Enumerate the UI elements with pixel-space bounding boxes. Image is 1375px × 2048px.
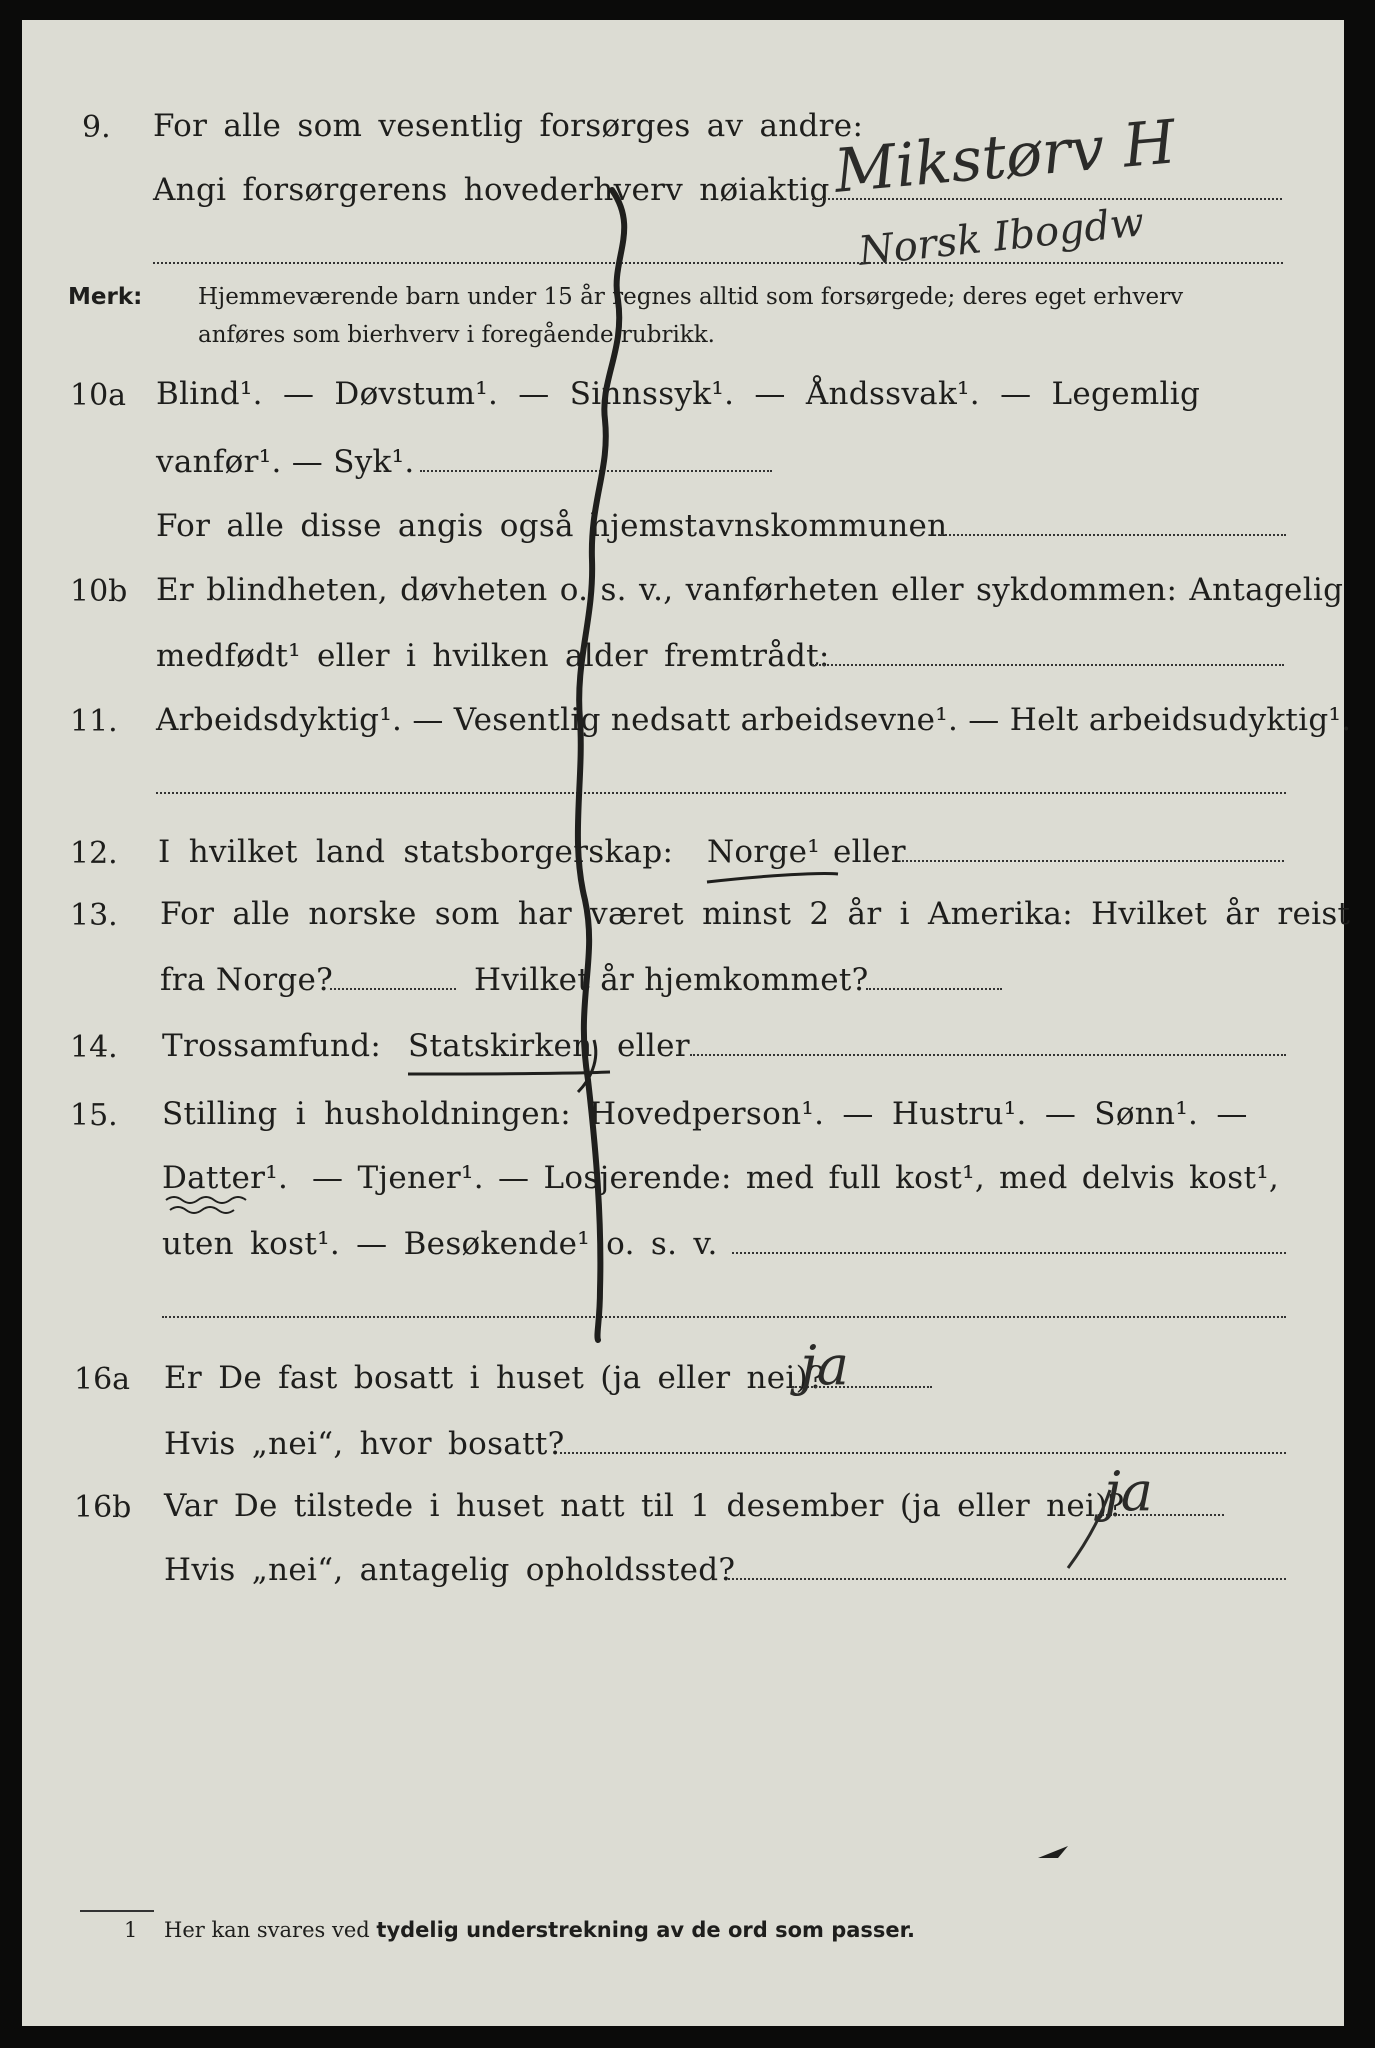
q10a-number: 10a <box>70 378 127 413</box>
q15-number: 15. <box>70 1098 118 1133</box>
q10b-number: 10b <box>70 574 128 609</box>
q16b-handwritten-answer: ja <box>1104 1460 1153 1523</box>
q14-label: Trossamfund: <box>162 1028 382 1064</box>
q16b-line1: Var De tilstede i huset natt til 1 desember (ja eller nei)? <box>164 1488 1125 1524</box>
q16b-number: 16b <box>74 1490 132 1525</box>
q16b-line2: Hvis „nei“, antagelig opholdssted? <box>164 1552 736 1588</box>
q16a-handwritten-answer: ja <box>800 1334 849 1397</box>
footnote-text-plain: Her kan svares ved <box>164 1918 370 1942</box>
q10b-line2: medfødt¹ eller i hvilken alder fremtrådt: <box>156 638 830 674</box>
merk-label: Merk: <box>68 284 143 310</box>
q16a-line1: Er De fast bosatt i huset (ja eller nei)? <box>164 1360 825 1396</box>
q11-line1: Arbeidsdyktig¹. — Vesentlig nedsatt arbeidsevne¹. — Helt arbeidsudyktig¹. <box>156 702 1352 738</box>
q15-line1: Stilling i husholdningen: Hovedperson¹. — Hustru¹. — Sønn¹. — <box>162 1096 1248 1132</box>
fold-stroke <box>578 190 624 1340</box>
q16a-number: 16a <box>74 1362 131 1397</box>
q9-number: 9. <box>82 110 111 145</box>
merk-line2: anføres som bierhverv i foregående rubrikk. <box>198 322 715 348</box>
statskirken-underline <box>408 1072 610 1074</box>
ink-mark <box>1038 1846 1068 1858</box>
q16b-answer-tail <box>1068 1490 1110 1568</box>
norge-underline <box>707 873 838 882</box>
datter-squiggle-1 <box>166 1197 246 1203</box>
q9-handwritten-occupation: Mikstørv H <box>831 107 1179 207</box>
merk-line1: Hjemmeværende barn under 15 år regnes alltid som forsørgede; deres eget erhverv <box>198 284 1184 310</box>
q9-line2: Angi forsørgerens hovederhverv nøiaktig <box>153 172 830 208</box>
q14-eller: eller <box>617 1028 690 1064</box>
q15-line3: uten kost¹. — Besøkende¹ o. s. v. <box>162 1226 718 1262</box>
footnote-mark: 1 <box>124 1918 138 1942</box>
q15-line2: — Tjener¹. — Losjerende: med full kost¹, med delvis kost¹, <box>312 1160 1280 1196</box>
q12-eller: eller <box>833 834 906 870</box>
q10a-line2: vanfør¹. — Syk¹. <box>156 444 415 480</box>
q13-line2b: Hvilket år hjemkommet? <box>474 962 869 998</box>
q13-number: 13. <box>70 898 118 933</box>
q12-number: 12. <box>70 836 118 871</box>
q12-line1: I hvilket land statsborgerskap: <box>158 834 674 870</box>
q10b-line1: Er blindheten, døvheten o. s. v., vanførheten eller sykdommen: Antagelig <box>156 572 1344 608</box>
q13-line1: For alle norske som har været minst 2 år i Amerika: Hvilket år reist <box>160 896 1351 932</box>
q9-handwritten-employer: Norsk Ibogdw <box>856 199 1147 275</box>
q12-norge: Norge¹ <box>707 834 821 870</box>
q10a-line3: For alle disse angis også hjemstavnskommunen <box>156 508 948 544</box>
q14-statskirken: Statskirken <box>408 1028 593 1064</box>
q11-number: 11. <box>70 704 118 739</box>
footnote-text-bold: tydelig understrekning av de ord som passer. <box>376 1918 916 1942</box>
q16a-line2: Hvis „nei“, hvor bosatt? <box>164 1426 565 1462</box>
q13-line2a: fra Norge? <box>160 962 334 998</box>
q9-line1: For alle som vesentlig forsørges av andre: <box>153 108 864 144</box>
q15-datter: Datter¹. <box>162 1160 289 1196</box>
q10a-line1: Blind¹. — Døvstum¹. — Sinnssyk¹. — Åndssvak¹. — Legemlig <box>156 376 1201 412</box>
datter-squiggle-2 <box>170 1207 234 1213</box>
q14-number: 14. <box>70 1030 118 1065</box>
